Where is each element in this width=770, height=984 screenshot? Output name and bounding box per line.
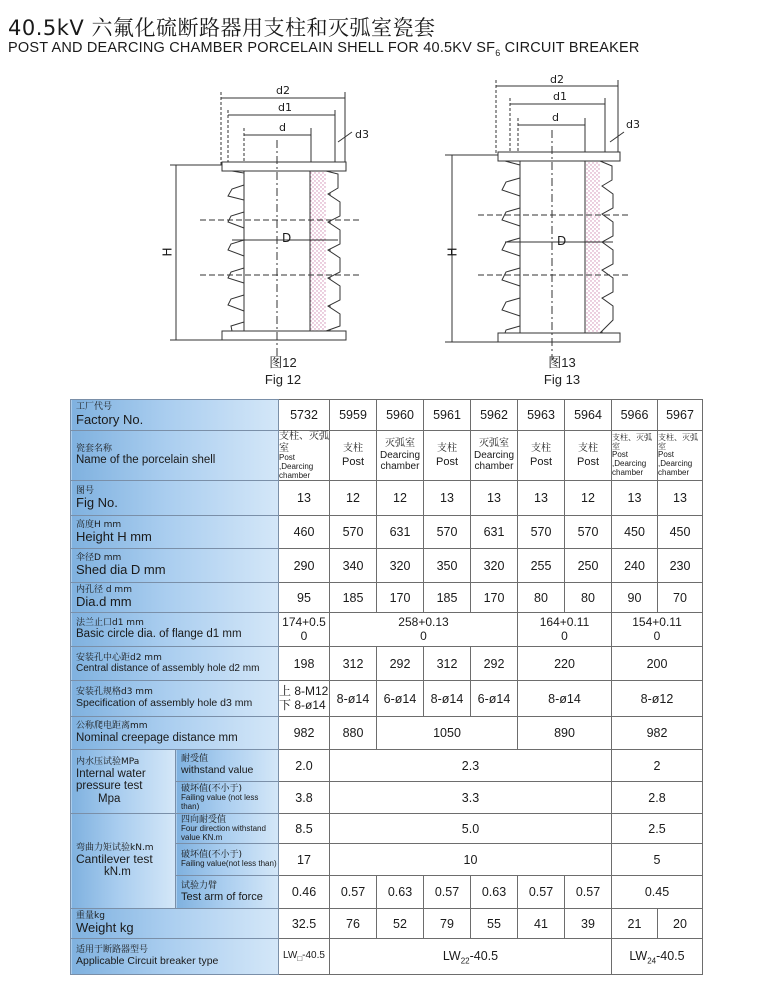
- label-flange: 法兰止口d1 mm Basic circle dia. of flange d1 mm: [71, 613, 279, 647]
- row-cant-withstand: [71, 814, 703, 844]
- cell: 6-ø14: [471, 681, 518, 717]
- cell: 312: [330, 647, 377, 681]
- row-shed: [71, 549, 703, 583]
- cell: 198: [279, 647, 330, 681]
- cell: 154+0.11 0: [612, 613, 703, 647]
- cell: 170: [377, 583, 424, 613]
- cell: 2: [612, 750, 703, 782]
- row-creep: [71, 717, 703, 750]
- cell: 17: [279, 844, 330, 876]
- row-flange: [71, 613, 703, 647]
- spec-table: [70, 399, 703, 975]
- cell: 250: [565, 549, 612, 583]
- cell: 0.57: [424, 876, 471, 909]
- cell: 200: [612, 647, 703, 681]
- row-d3: [71, 681, 703, 717]
- cell: 2.5: [612, 814, 703, 844]
- cell: 13: [612, 481, 658, 516]
- cell: 0.57: [565, 876, 612, 909]
- cell: 0.57: [518, 876, 565, 909]
- cell: 2.8: [612, 782, 703, 814]
- cell: 320: [377, 549, 424, 583]
- cell: 8-ø14: [424, 681, 471, 717]
- row-name: [71, 431, 703, 481]
- cell: 上 8-M12 下 8-ø14: [279, 681, 330, 717]
- cell: 80: [518, 583, 565, 613]
- cell: 5964: [565, 400, 612, 431]
- fig13-label-D: D: [557, 234, 567, 248]
- cell: 2.3: [330, 750, 612, 782]
- label-height: 高度H mm Height H mm: [71, 516, 279, 549]
- cell: 80: [565, 583, 612, 613]
- cell: 5: [612, 844, 703, 876]
- label-breaker: 适用于断路器型号 Applicable Circuit breaker type: [71, 939, 279, 975]
- label-cant-fail: 破坏值(不小于) Failing value(not less than): [176, 844, 279, 876]
- cell: 292: [377, 647, 424, 681]
- fig13-label-d1: d1: [553, 90, 567, 103]
- cell: 12: [330, 481, 377, 516]
- cell: 5963: [518, 400, 565, 431]
- cell: $LW_{24}-40.5$: [612, 939, 703, 975]
- cell: 570: [424, 516, 471, 549]
- cell: 灭弧室 Dearcing chamber: [377, 431, 424, 481]
- cell: 13: [424, 481, 471, 516]
- row-weight: [71, 909, 703, 939]
- fig12-drawing: [170, 92, 360, 360]
- label-name: 瓷套名称 Name of the porcelain shell: [71, 431, 279, 481]
- fig12-label-d1: d1: [278, 101, 292, 114]
- fig12-label-D: D: [282, 231, 292, 245]
- cell: 20: [658, 909, 703, 939]
- cell: 460: [279, 516, 330, 549]
- title-en: [8, 40, 640, 58]
- cell: 230: [658, 549, 703, 583]
- cell: 255: [518, 549, 565, 583]
- cell: 982: [279, 717, 330, 750]
- fig12-label-d: d: [279, 121, 286, 134]
- cell: 631: [471, 516, 518, 549]
- fig13-drawing: [445, 80, 630, 360]
- cell: 52: [377, 909, 424, 939]
- cell: 5961: [424, 400, 471, 431]
- title-en-b: CIRCUIT BREAKER: [500, 40, 640, 56]
- cell: 13: [471, 481, 518, 516]
- cell: 290: [279, 549, 330, 583]
- cell: 13: [279, 481, 330, 516]
- cell: 350: [424, 549, 471, 583]
- label-withstand: 耐受值 withstand value: [176, 750, 279, 782]
- cell: 292: [471, 647, 518, 681]
- fig13-label-d3: d3: [626, 118, 640, 131]
- cell: 164+0.11 0: [518, 613, 612, 647]
- cell: 10: [330, 844, 612, 876]
- cell: 0.45: [612, 876, 703, 909]
- label-factory: 工厂代号 Factory No.: [71, 400, 279, 431]
- label-fail: 破坏值(不小于) Failing value (not less than): [176, 782, 279, 814]
- cell: 5966: [612, 400, 658, 431]
- fig13-label-d2: d2: [550, 73, 564, 86]
- cell: 312: [424, 647, 471, 681]
- cell: 890: [518, 717, 612, 750]
- fig12-caption-en: Fig 12: [264, 372, 302, 387]
- cell: 0.63: [471, 876, 518, 909]
- cell: 13: [518, 481, 565, 516]
- title-cn: 40.5kV 六氟化硫断路器用支柱和灭弧室瓷套: [8, 16, 436, 40]
- cell: 12: [565, 481, 612, 516]
- fig12-label-H: H: [160, 247, 175, 257]
- cell: 570: [565, 516, 612, 549]
- cell: 450: [658, 516, 703, 549]
- cell: 320: [471, 549, 518, 583]
- cell: 2.0: [279, 750, 330, 782]
- label-fig: 图号 Fig No.: [71, 481, 279, 516]
- cell: 95: [279, 583, 330, 613]
- fig13-caption-cn: 图13: [548, 355, 576, 370]
- label-four-direction: 四向耐受值 Four direction withstand value KN.m: [176, 814, 279, 844]
- cell: 灭弧室 Dearcing chamber: [471, 431, 518, 481]
- cell: 0.63: [377, 876, 424, 909]
- cell: 258+0.13 0: [330, 613, 518, 647]
- label-d2: 安装孔中心距d2 mm Central distance of assembly hole d2 mm: [71, 647, 279, 681]
- cell: 8.5: [279, 814, 330, 844]
- cell: 55: [471, 909, 518, 939]
- cell: 5959: [330, 400, 377, 431]
- fig12-label-d2: d2: [276, 84, 290, 97]
- cell: 支柱 Post: [424, 431, 471, 481]
- cell: 174+0.5 0: [279, 613, 330, 647]
- row-factory: [71, 400, 703, 431]
- cell: 0.46: [279, 876, 330, 909]
- cell: 450: [612, 516, 658, 549]
- row-pressure-withstand: [71, 750, 703, 782]
- label-shed: 伞径D mm Shed dia D mm: [71, 549, 279, 583]
- cell: $LW_□-40.5$: [279, 939, 330, 975]
- cell: 70: [658, 583, 703, 613]
- cell: 5967: [658, 400, 703, 431]
- fig12-caption-cn: 图12: [269, 355, 297, 370]
- cell: 8-ø12: [612, 681, 703, 717]
- fig12-label-d3: d3: [355, 128, 369, 141]
- cell: 8-ø14: [518, 681, 612, 717]
- cell: $LW_{22}-40.5$: [330, 939, 612, 975]
- label-weight: 重量kg Weight kg: [71, 909, 279, 939]
- cell: 76: [330, 909, 377, 939]
- label-dia: 内孔径 d mm Dia.d mm: [71, 583, 279, 613]
- cell: 880: [330, 717, 377, 750]
- fig13-label-H: H: [445, 247, 460, 257]
- cell: 21: [612, 909, 658, 939]
- label-creep: 公称爬电距离mm Nominal creepage distance mm: [71, 717, 279, 750]
- cell: 79: [424, 909, 471, 939]
- cell: 39: [565, 909, 612, 939]
- cell: 340: [330, 549, 377, 583]
- row-fig: [71, 481, 703, 516]
- cell: 32.5: [279, 909, 330, 939]
- label-d3: 安装孔规格d3 mm Specification of assembly hole d3 mm: [71, 681, 279, 717]
- cell: 12: [377, 481, 424, 516]
- cell: 570: [330, 516, 377, 549]
- row-breaker: [71, 939, 703, 975]
- figure-drawings: [0, 70, 770, 400]
- fig13-label-d: d: [552, 111, 559, 124]
- cell: 5732: [279, 400, 330, 431]
- cell: 1050: [377, 717, 518, 750]
- label-test-arm: 试验力臂 Test arm of force: [176, 876, 279, 909]
- cell: 41: [518, 909, 565, 939]
- cell: 240: [612, 549, 658, 583]
- cell: 支柱 Post: [518, 431, 565, 481]
- row-d2: [71, 647, 703, 681]
- row-dia: [71, 583, 703, 613]
- cell: 5.0: [330, 814, 612, 844]
- cell: 支柱、灭弧室 Post ,Dearcing chamber: [658, 431, 703, 481]
- cell: 185: [424, 583, 471, 613]
- cell: 185: [330, 583, 377, 613]
- cell: 170: [471, 583, 518, 613]
- cell: 8-ø14: [330, 681, 377, 717]
- label-pressure: 内水压试验MPa Internal water pressure test Mpa: [71, 750, 176, 814]
- row-height: [71, 516, 703, 549]
- cell: 3.3: [330, 782, 612, 814]
- fig13-caption-en: Fig 13: [543, 372, 581, 387]
- cell: 0.57: [330, 876, 377, 909]
- cell: 5962: [471, 400, 518, 431]
- cell: 支柱、灭弧室 Post ,Dearcing chamber: [612, 431, 658, 481]
- cell: 支柱 Post: [565, 431, 612, 481]
- cell: 220: [518, 647, 612, 681]
- title-en-sub: 6: [495, 47, 501, 58]
- cell: 90: [612, 583, 658, 613]
- cell: 631: [377, 516, 424, 549]
- cell: 13: [658, 481, 703, 516]
- cell: 支柱 Post: [330, 431, 377, 481]
- cell: 982: [612, 717, 703, 750]
- cell: 3.8: [279, 782, 330, 814]
- cell: 5960: [377, 400, 424, 431]
- cell: 570: [518, 516, 565, 549]
- cell: 支柱、灭弧室 Post ,Dearcing chamber: [279, 431, 329, 480]
- title-en-a: POST AND DEARCING CHAMBER PORCELAIN SHELL FOR 40.5KV SF: [8, 40, 496, 56]
- label-cantilever: 弯曲力矩试验kN.m Cantilever test kN.m: [71, 814, 176, 909]
- cell: 6-ø14: [377, 681, 424, 717]
